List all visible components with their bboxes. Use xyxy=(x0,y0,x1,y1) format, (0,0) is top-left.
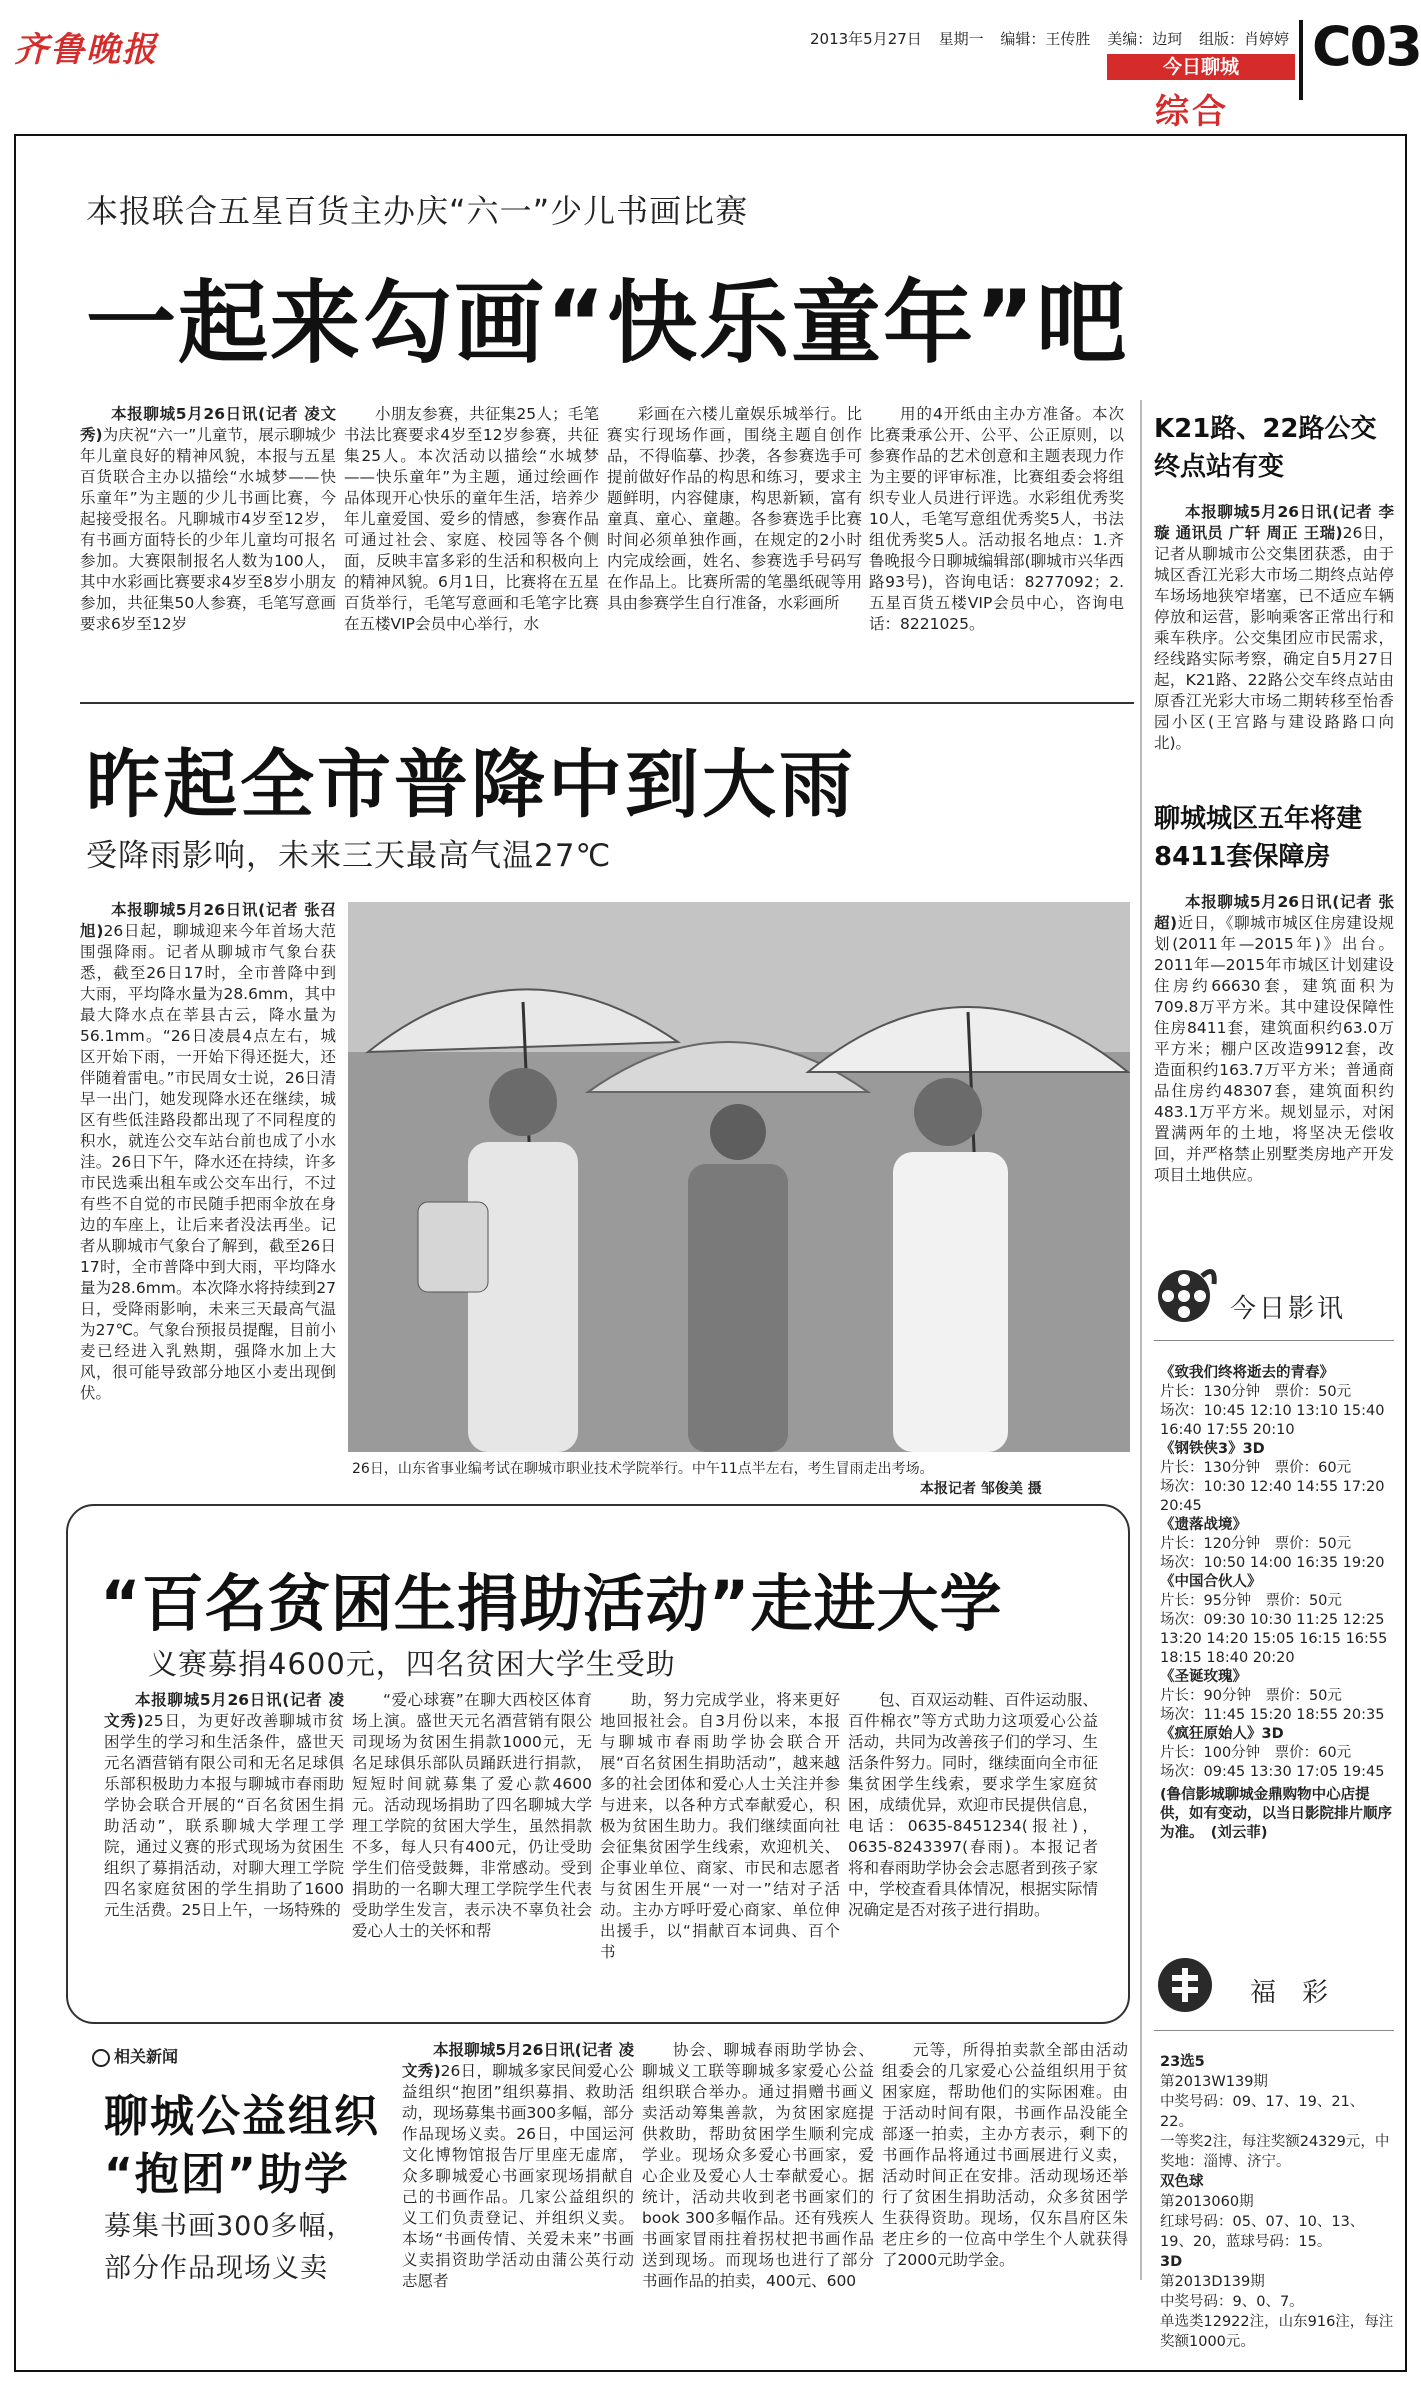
story2-lead: 本报聊城5月26日讯(记者 张召旭) xyxy=(80,901,336,940)
story2-subhead: 受降雨影响，未来三天最高气温27℃ xyxy=(86,838,612,874)
side2-text: 近日，《聊城市城区住房建设规划(2011年—2015年)》出台。2011年—2015年市城区计划建设住房约66630套，建筑面积为709.8万平方米。其中建设保障性住房8411套，建筑面积约63.0万平方米；棚户区改造9912套，改造面积约163.7万平方米；普通商品住房约48307套，建筑面积约483.1万平方米。规划显示，对闲置满两年的土地，将坚决无偿收回，并严格禁止别墅类房地产开发项目土地供应。 xyxy=(1154,914,1394,1184)
story1-column-3 xyxy=(607,404,862,694)
rain-photo xyxy=(348,902,1130,1452)
side2-lead: 本报聊城5月26日讯(记者 张超) xyxy=(1154,893,1394,932)
story1-text-2: 小朋友参赛，共征集25人；毛笔书法比赛要求4岁至12岁参赛，共征集25人。本次活动以描绘“水城梦——快乐童年”为主题，通过绘画作品体现开心快乐的童年生活，培养少年儿童爱国、爱乡的情感，参赛作品可通过社会、家庭、校园等各个侧面，反映丰富多彩的生活和积极向上的精神风貌。6月1日，比赛将在五星百货举行，毛笔写意画和毛笔字比赛在五楼VIP会员中心举行，水 xyxy=(344,405,599,633)
photo-credit: 本报记者 邹俊美 摄 xyxy=(920,1481,1042,1497)
story3-text-2: “爱心球赛”在聊大西校区体育场上演。盛世天元名酒营销有限公司现场为贫困生捐款1000元，无名足球俱乐部队员踊跃进行捐款，短短时间就募集了爱心款4600元。活动现场捐助了四名聊城大学理工学院的贫困大学生，虽然捐款不多，每人只有400元，仍让受助学生们倍受鼓舞，非常感动。受到捐助的一名聊大理工学院学生代表受助学生发言，表示决不辜负社会爱心人士的关怀和帮 xyxy=(352,1691,592,1940)
story3-column-2 xyxy=(352,1690,592,2008)
issue-date: 2013年5月27日 xyxy=(810,30,922,48)
lottery-label: 福 彩 xyxy=(1250,1978,1329,2008)
story1-lead: 本报聊城5月26日讯(记者 凌文秀) xyxy=(80,405,336,444)
movie-item: 《遗落战境》 片长：120分钟 票价：50元 场次：10:50 14:00 16:35 19:20 xyxy=(1160,1517,1385,1571)
movie-item: 《圣诞玫瑰》 片长：90分钟 票价：50元 场次：11:45 15:20 18:55 20:35 xyxy=(1160,1669,1385,1723)
story1-column-2 xyxy=(344,404,599,694)
story4-column-1 xyxy=(402,2040,634,2362)
editor-credit: 编辑：王传胜 xyxy=(1000,30,1091,48)
story1-headline: 一起来勾画“快乐童年”吧 xyxy=(86,271,1129,376)
film-reel-icon xyxy=(1154,1260,1220,1326)
page-number: C03 xyxy=(1312,15,1421,78)
movies-label: 今日影讯 xyxy=(1230,1294,1347,1324)
story3-column-4 xyxy=(848,1690,1098,2008)
related-news-icon xyxy=(92,2049,110,2067)
story4-headline-line1: 聊城公益组织 xyxy=(104,2091,380,2142)
movies-divider xyxy=(1154,1340,1394,1341)
story3-text-3: 助，努力完成学业，将来更好地回报社会。自3月份以来，本报与聊城市春雨助学协会联合开展“百名贫困生捐助活动”，越来越多的社会团体和爱心人士关注并参与进来，以各种方式奉献爱心，积极为贫困生助力。我们继续面向社会征集贫困学生线索，欢迎机关、企事业单位、商家、市民和志愿者与贫困生开展“一对一”结对子活动。主办方呼吁爱心商家、单位伸出援手，以“捐献百本词典、百个书 xyxy=(600,1691,840,1961)
story1-divider xyxy=(80,702,1134,704)
story1-column-1 xyxy=(80,404,336,694)
story1-column-4 xyxy=(869,404,1124,694)
story3-headline: “百名贫困生捐助活动”走进大学 xyxy=(100,1567,1003,1640)
typesetter-credit: 组版：肖婷婷 xyxy=(1198,30,1289,48)
story4-subhead-line1: 募集书画300多幅， xyxy=(104,2211,355,2242)
story3-column-3 xyxy=(600,1690,840,2008)
side1-body xyxy=(1154,502,1394,788)
story3-column-1 xyxy=(104,1690,344,2008)
movies-note: (鲁信影城聊城金鼎购物中心店提供，如有变动，以当日影院排片顺序为准。 (刘云菲) xyxy=(1160,1787,1392,1841)
related-news-label: 相关新闻 xyxy=(92,2044,178,2067)
movie-listings xyxy=(1160,1364,1396,1934)
side2-body xyxy=(1154,892,1394,1244)
section-label: 今日聊城 xyxy=(1107,54,1295,80)
story4-headline-line2: “抱团”助学 xyxy=(104,2149,350,2200)
story1-text-3: 彩画在六楼儿童娱乐城举行。比赛实行现场作画，围绕主题自创作品，不得临摹、抄袭，各参赛选手可提前做好作品的构思和练习，要求主题鲜明，内容健康，构思新颖，富有童真、童心、童趣。各参赛选手比赛时间必须单独作画，在规定的2小时内完成绘画，姓名、参赛选手号码写在作品上。比赛所需的笔墨纸砚等用具由参赛学生自行准备，水彩画所 xyxy=(607,405,862,612)
movie-item: 《疯狂原始人》3D 片长：100分钟 票价：60元 场次：09:45 13:30 17:05 19:45 xyxy=(1160,1726,1385,1780)
story4-column-2 xyxy=(642,2040,874,2362)
page-number-divider xyxy=(1299,20,1303,100)
movie-item: 《钢铁侠3》3D 片长：130分钟 票价：60元 场次：10:30 12:40 14:55 17:20 20:45 xyxy=(1160,1441,1385,1514)
section-sublabel: 综合 xyxy=(1155,92,1229,132)
story4-text-3: 元等，所得拍卖款全部由活动组委会的几家爱心公益组织用于贫困家庭，帮助他们的实际困难。由于活动时间有限，书画作品没能全部逐一拍卖，主办方表示，剩下的书画作品将通过书画展进行义卖，活动时间正在安排。活动现场还举行了贫困生捐助活动，众多贫困学生获得资助。现场，仅东昌府区朱老庄乡的一位高中学生个人就获得了2000元助学金。 xyxy=(882,2041,1128,2269)
issue-weekday: 星期一 xyxy=(938,30,984,48)
sidebar-rule xyxy=(1140,400,1142,2280)
story1-text-4: 用的4开纸由主办方准备。本次比赛秉承公开、公平、公正原则，以参赛作品的艺术创意和主题表现力作为主要的评审标准，比赛组委会将组织专业人员进行评选。水彩组优秀奖10人，毛笔写意组优秀奖5人，书法组优秀奖5人。活动报名地点：1.齐鲁晚报今日聊城编辑部(聊城市兴华西路93号)，咨询电话：8277092；2.五星百货五楼VIP会员中心，咨询电话：8221025。 xyxy=(869,405,1124,633)
side1-headline: K21路、22路公交终点站有变 xyxy=(1154,414,1377,482)
story2-body xyxy=(80,900,336,1490)
story4-lead: 本报聊城5月26日讯(记者 凌文秀) xyxy=(402,2041,634,2080)
art-editor-credit: 美编：边珂 xyxy=(1107,30,1183,48)
movie-item: 《中国合伙人》 片长：95分钟 票价：50元 场次：09:30 10:30 11:25 12:25 13:20 14:20 15:05 16:15 16:55 18:15 18:40 20:20 xyxy=(1160,1574,1388,1666)
story2-headline: 昨起全市普降中到大雨 xyxy=(86,742,856,828)
story3-lead: 本报聊城5月26日讯(记者 凌文秀) xyxy=(104,1691,344,1730)
lottery-logo-icon xyxy=(1156,1956,1214,2014)
story1-text-1: 为庆祝“六一”儿童节，展示聊城少年儿童良好的精神风貌，本报与五星百货联合主办以描绘“水城梦——快乐童年”为主题的少儿书画比赛，今起接受报名。凡聊城市4岁至12岁，有书画方面特长的少年儿童均可报名参加。大赛限制报名人数为100人，其中水彩画比赛要求4岁至8岁小朋友参加，共征集50人参赛，毛笔写意画要求6岁至12岁 xyxy=(80,426,336,633)
story3-text-1: 25日，为更好改善聊城市贫困学生的学习和生活条件，盛世天元名酒营销有限公司和无名足球俱乐部积极助力本报与聊城市春雨助学协会联合开展的“百名贫困生捐助活动”，联系聊城大学理工学院，通过义赛的形式现场为贫困生组织了募捐活动，对聊大理工学院四名家庭贫困的学生捐助了1600元生活费。25日上午，一场特殊的 xyxy=(104,1712,344,1919)
story2-text: 26日起，聊城迎来今年首场大范围强降雨。记者从聊城市气象台获悉，截至26日17时，全市普降中到大雨，平均降水量为28.6mm，其中最大降水点在莘县古云，降水量为56.1mm。“26日凌晨4点左右，城区开始下雨，一开始下得还挺大，还伴随着雷电。”市民周女士说，26日清早一出门，她发现降水还在继续，城区有些低洼路段都出现了不同程度的积水，就连公交车站台前也成了小水洼。26日下午，降水还在持续，许多市民选乘出租车或公交车出行，不过有些不自觉的市民随手把雨伞放在身边的车座上，让后来者没法再坐。记者从聊城市气象台了解到，截至26日17时，全市普降中到大雨，平均降水量为28.6mm。本次降水将持续到27日，受降雨影响，未来三天最高气温为27℃。气象台预报员提醒，目前小麦已经进入乳熟期，强降水加上大风，很可能导致部分地区小麦出现倒伏。 xyxy=(80,922,336,1402)
story4-column-3 xyxy=(882,2040,1128,2362)
side1-lead: 本报聊城5月26日讯(记者 李璇 通讯员 广轩 周正 王瑞) xyxy=(1154,503,1394,542)
lottery-divider xyxy=(1154,2030,1394,2031)
issue-info xyxy=(810,28,1301,49)
story3-subhead: 义赛募捐4600元，四名贫困大学生受助 xyxy=(148,1647,676,1681)
story4-subhead-line2: 部分作品现场义卖 xyxy=(104,2253,328,2284)
story1-kicker: 本报联合五星百货主办庆“六一”少儿书画比赛 xyxy=(86,192,749,230)
side2-headline: 聊城城区五年将建8411套保障房 xyxy=(1154,804,1363,872)
story3-text-4: 包、百双运动鞋、百件运动服、百件棉衣”等方式助力这项爱心公益活动，共同为改善孩子们的学习、生活条件努力。同时，继续面向全市征集贫困学生线索，要求学生家庭贫困，成绩优异，欢迎市民提供信息，电话：0635-8451234(报社)，0635-8243397(春雨)。本报记者将和春雨助学协会会志愿者到孩子家中，学校查看具体情况，根据实际情况确定是否对孩子进行捐助。 xyxy=(848,1691,1098,1919)
photo-caption: 26日，山东省事业编考试在聊城市职业技术学院举行。中午11点半左右，考生冒雨走出考场。 xyxy=(352,1461,934,1477)
movie-item: 《致我们终将逝去的青春》 片长：130分钟 票价：50元 场次：10:45 12:10 13:10 15:40 16:40 17:55 20:10 xyxy=(1160,1365,1385,1438)
story4-text-2: 协会、聊城春雨助学协会、聊城义工联等聊城多家爱心公益组织联合举办。通过捐赠书画义卖活动筹集善款，为贫困家庭提供救助，帮助贫困学生顺利完成学业。现场众多爱心书画家，爱心企业及爱心人士奉献爱心。据统计，活动共收到老书画家们的book 300多幅作品。还有残疾人书画家冒雨拄着拐杖把书画作品送到现场。而现场也进行了部分书画作品的拍卖，400元、600 xyxy=(642,2041,874,2290)
story4-text-1: 26日，聊城多家民间爱心公益组织“抱团”组织募捐、救助活动，现场募集书画300多幅，部分作品现场义卖。26日，中国运河文化博物馆报告厅里座无虚席，众多聊城爱心书画家现场捐献自己的书画作品。几家公益组织的义工们负责登记、并组织义卖。本场“书画传情、关爱未来”书画义卖捐资助学活动由蒲公英行动志愿者 xyxy=(402,2062,634,2290)
side1-text: 26日，记者从聊城市公交集团获悉，由于城区香江光彩大市场二期终点站停车场场地狭窄堵塞，已不适应车辆停放和运营，影响乘客正常出行和乘车秩序。公交集团应市民需求，经线路实际考察，确定自5月27日起，K21路、22路公交车终点站由原香江光彩大市场二期转移至怡香园小区(王宫路与建设路路口向北)。 xyxy=(1154,524,1394,752)
lottery-results: 23选5 第2013W139期 中奖号码：09、17、19、21、22。 一等奖2注，每注奖额24329元，中奖地：淄博、济宁。 双色球 第2013060期 红球号码：05、07、10、13、19、20，蓝球号码：15。 3D 第2013D139期 中奖号码：9、0、7。 单选类12922注，山东916注，每注奖额1000元。 xyxy=(1160,2054,1394,2350)
newspaper-logo: 齐鲁晚报 xyxy=(14,30,158,70)
